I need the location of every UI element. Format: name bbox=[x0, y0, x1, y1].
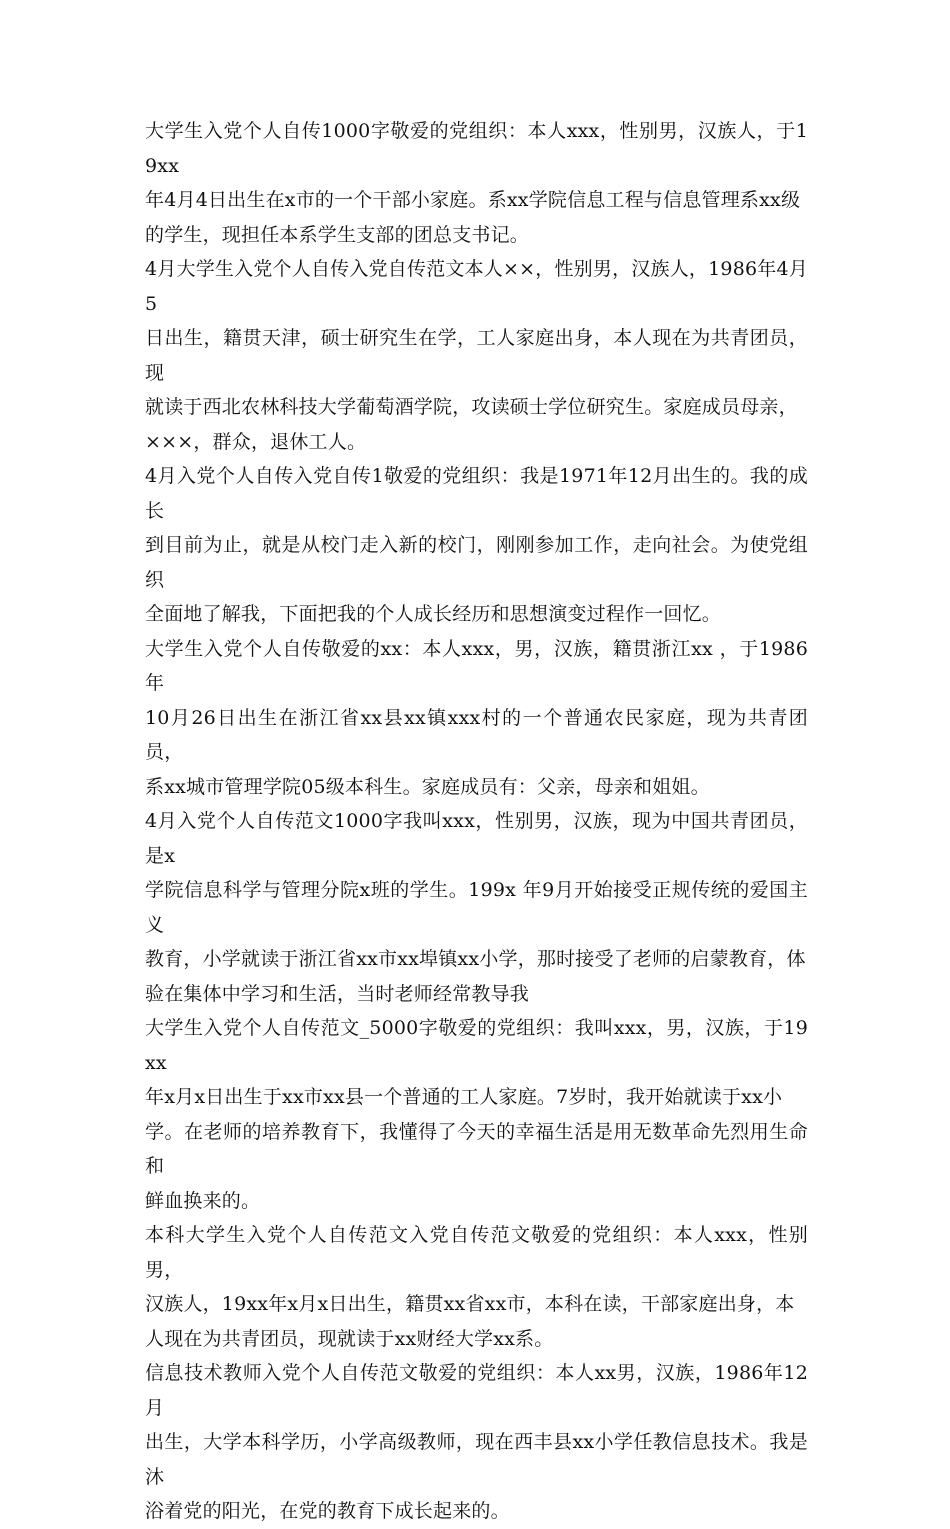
paragraph bbox=[145, 1218, 808, 1356]
text-line: 系xx城市管理学院05级本科生。家庭成员有：父亲，母亲和姐姐。 bbox=[145, 775, 710, 798]
text-line: 信息技术教师入党个人自传范文敬爱的党组织：本人xx男，汉族，1986年12月 bbox=[145, 1362, 808, 1419]
paragraph bbox=[145, 114, 808, 252]
text-line: 的学生，现担任本系学生支部的团总支书记。 bbox=[145, 223, 530, 246]
text-line: ×××，群众，退休工人。 bbox=[145, 430, 367, 453]
text-line: 学。在老师的培养教育下，我懂得了今天的幸福生活是用无数革命先烈用生命和 bbox=[145, 1120, 808, 1177]
text-line: 浴着党的阳光，在党的教育下成长起来的。 bbox=[145, 1500, 510, 1522]
text-line: 4月入党个人自传入党自传1敬爱的党组织：我是1971年12月出生的。我的成长 bbox=[145, 465, 808, 522]
text-line: 教育，小学就读于浙江省xx市xx埠镇xx小学，那时接受了老师的启蒙教育，体 bbox=[145, 948, 806, 970]
paragraph bbox=[145, 804, 808, 1011]
document-body bbox=[145, 114, 808, 1529]
text-line: 4月入党个人自传范文1000字我叫xxx，性别男，汉族，现为中国共青团员，是x bbox=[145, 810, 808, 867]
text-line: 本科大学生入党个人自传范文入党自传范文敬爱的党组织：本人xxx，性别男， bbox=[145, 1224, 808, 1281]
text-line: 验在集体中学习和生活，当时老师经常教导我 bbox=[145, 982, 530, 1005]
text-line: 大学生入党个人自传敬爱的xx：本人xxx，男，汉族，籍贯浙江xx ，于1986年 bbox=[145, 637, 808, 694]
text-line: 出生，大学本科学历，小学高级教师，现在西丰县xx小学任教信息技术。我是沐 bbox=[145, 1431, 808, 1488]
paragraph bbox=[145, 252, 808, 459]
paragraph bbox=[145, 632, 808, 805]
text-line: 年4月4日出生在x市的一个干部小家庭。系xx学院信息工程与信息管理系xx级 bbox=[145, 189, 801, 211]
text-line: 学院信息科学与管理分院x班的学生。199x 年9月开始接受正规传统的爱国主义 bbox=[145, 879, 808, 936]
text-line: 汉族人，19xx年x月x日出生，籍贯xx省xx市，本科在读，干部家庭出身，本 bbox=[145, 1293, 795, 1315]
paragraph bbox=[145, 1356, 808, 1529]
text-line: 10月26日出生在浙江省xx县xx镇xxx村的一个普通农民家庭，现为共青团员， bbox=[145, 706, 808, 763]
paragraph bbox=[145, 1011, 808, 1218]
text-line: 大学生入党个人自传1000字敬爱的党组织：本人xxx，性别男，汉族人，于19xx bbox=[145, 120, 808, 177]
paragraph bbox=[145, 459, 808, 632]
text-line: 就读于西北农林科技大学葡萄酒学院，攻读硕士学位研究生。家庭成员母亲， bbox=[145, 396, 798, 418]
text-line: 到目前为止，就是从校门走入新的校门，刚刚参加工作，走向社会。为使党组织 bbox=[145, 534, 808, 591]
text-line: 全面地了解我，下面把我的个人成长经历和思想演变过程作一回忆。 bbox=[145, 603, 722, 625]
text-line: 人现在为共青团员，现就读于xx财经大学xx系。 bbox=[145, 1327, 554, 1350]
text-line: 4月大学生入党个人自传入党自传范文本人××，性别男，汉族人，1986年4月5 bbox=[145, 258, 808, 315]
text-line: 鲜血换来的。 bbox=[145, 1189, 261, 1212]
text-line: 日出生，籍贯天津，硕士研究生在学，工人家庭出身，本人现在为共青团员，现 bbox=[145, 327, 808, 384]
text-line: 年x月x日出生于xx市xx县一个普通的工人家庭。7岁时，我开始就读于xx小 bbox=[145, 1086, 783, 1108]
text-line: 大学生入党个人自传范文_5000字敬爱的党组织：我叫xxx，男，汉族，于19xx bbox=[145, 1017, 808, 1074]
